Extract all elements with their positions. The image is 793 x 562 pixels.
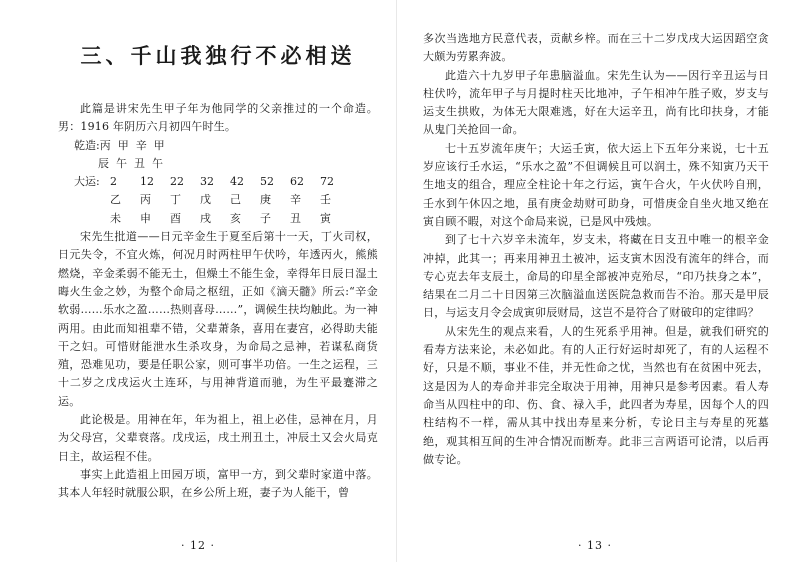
dayun-branch: 亥	[230, 211, 241, 225]
dayun-label: 大运:	[74, 175, 100, 189]
body-paragraph: 宋先生批道——日元辛金生于夏至后第十一天，丁火司权，日元失令，不宜火炼，何况月时两柱甲午伏吟，年透丙火，熊熊燃烧，辛金柔弱不能无土，但燥土不能生金，幸得年日辰日湿土晦火生金之妙，为整个命局之枢纽，正如《滴天髓》所云:“辛金软弱……乐水之盈……热则喜母……”，调候生扶均触此。为一神两用。由此而知祖辈不错，父辈萧条，喜用在妻宫，必得助夫能干之妇。可惜财能泄水生杀攻身，为命局之忌神，若谋私商货殖，恐难见功，要是任职公家，则可事半功倍。一生之运程，三十二岁之戊戌运火土连环，与用神背道而驰，为生平最蹇滞之运。	[58, 230, 378, 408]
dayun-age: 32	[200, 175, 214, 189]
dayun-branches-row	[58, 210, 378, 228]
dayun-branch: 戌	[200, 211, 211, 225]
qianzao-stems: 乾造:丙 甲 辛 甲	[74, 138, 165, 152]
left-page	[0, 0, 396, 562]
body-paragraph: 七十五岁流年庚午；大运壬寅，依大运上下五年分来说，七十五岁应该行壬水运，“乐水之盈”不但调候且可以润土，殊不知寅乃天干生地支的组合，理应全柱论十年之行运，寅午合火，午火伏吟自刑，壬水到午休囚之地，虽有庚金劫财可助身，可惜庚金自坐火地又绝在寅自顾不暇，对这个命局来说，已是风中残烛。	[423, 141, 769, 228]
body-paragraph: 此论极是。用神在年，年为祖上，祖上必佳，忌神在月，月为父母宫，父辈衰落。戊戌运，戌土刑丑土，冲辰土又会火局克日主，故运程不佳。	[58, 413, 378, 463]
dayun-stem: 乙	[110, 193, 121, 207]
chapter-title: 三、千山我独行不必相送	[80, 43, 356, 68]
dayun-age: 2	[110, 175, 117, 189]
body-paragraph: 此造六十九岁甲子年患脑溢血。宋先生认为——因行辛丑运与日柱伏吟，流年甲子与月提时柱天比地冲，子午相冲午胜子败，岁支与运支生拱败，为体无大限难逃，好在大运辛丑，尚有比印扶身，才能从鬼门关抢回一命。	[423, 68, 769, 137]
intro-paragraph: 此篇是讲宋先生甲子年为他同学的父亲推过的一个命造。男：1916 年阴历六月初四午时生。	[58, 102, 378, 134]
body-paragraph: 到了七十六岁辛未流年，岁支未，将藏在日支丑中唯一的根辛金冲掉，此其一；再来用神丑土被冲，运支寅木因没有流年的绊合，而专心克去年支辰土，命局的印星全部被冲克殆尽，“印乃扶身之本”，结果在二月二十日因第三次脑溢血送医院急救而告不治。那天是甲辰日，与运支月令会成寅卯辰财局，这岂不是符合了财破印的定律吗？	[423, 233, 769, 320]
dayun-branch: 丑	[290, 211, 301, 225]
body-paragraph: 多次当选地方民意代表，贡献乡梓。而在三十二岁戊戌大运因蹈空贪大颇为劳累奔波。	[423, 32, 769, 64]
page-number: · 13 ·	[578, 539, 612, 552]
body-paragraph: 事实上此造祖上田园万顷，富甲一方，到父辈时家道中落。其本人年轻时就服公职，在乡公所上班，妻子为人能干，曾	[58, 467, 378, 500]
dayun-stems-row	[58, 191, 378, 209]
page-number: · 12 ·	[181, 539, 215, 552]
dayun-stem: 丁	[170, 193, 181, 207]
dayun-age: 42	[230, 175, 244, 189]
dayun-age: 72	[320, 175, 334, 189]
dayun-age: 52	[260, 175, 274, 189]
dayun-branch: 申	[140, 211, 151, 225]
dayun-age: 22	[170, 175, 184, 189]
dayun-stem: 丙	[140, 193, 151, 207]
dayun-age: 12	[140, 175, 154, 189]
dayun-stem: 庚	[260, 193, 271, 207]
dayun-branch: 酉	[170, 211, 181, 225]
body-paragraph: 从宋先生的观点来看，人的生死系乎用神。但是，就我们研究的看寿方法来论，未必如此。有的人正行好运时却死了，有的人运程不好，只是不顺，事业不佳，并无性命之忧，当然也有在贫困中死去，这是因为人的寿命并非完全取决于用神，用神只是参考因素。看人寿命当从四柱中的印、伤、食、禄入手，此四者为寿星，因每个人的四柱结构不一样，需从其中找出寿星来分析，专论日主与寿星的死墓绝，观其相互间的生冲合情况而断寿。此非三言两语可论清，以后再做专论。	[423, 324, 769, 466]
right-page	[397, 0, 793, 562]
dayun-stem: 戊	[200, 193, 211, 207]
dayun-stem: 辛	[290, 193, 301, 207]
dayun-stem: 己	[230, 193, 241, 207]
qianzao-branches: 辰 午 丑 午	[98, 156, 163, 170]
dayun-ages-row	[58, 173, 378, 191]
dayun-age: 62	[290, 175, 304, 189]
dayun-branch: 寅	[320, 211, 331, 225]
dayun-branch: 未	[110, 211, 121, 225]
dayun-branch: 子	[260, 211, 271, 225]
dayun-stem: 壬	[320, 193, 331, 207]
